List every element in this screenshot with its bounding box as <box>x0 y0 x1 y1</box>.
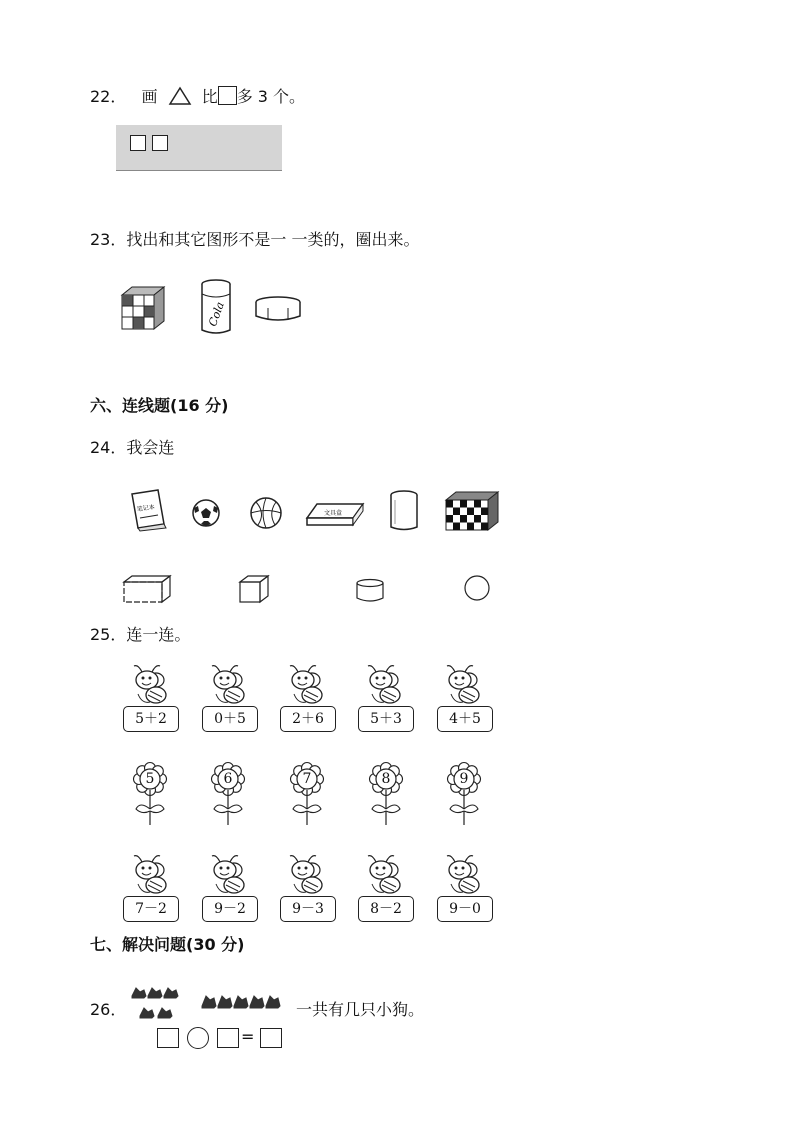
checkered-cube-icon[interactable] <box>444 490 500 532</box>
pencil-box-label: 文具盒 <box>323 510 343 517</box>
bee-icon <box>128 664 172 706</box>
cylinder-shape-icon[interactable] <box>355 578 385 604</box>
q22-text-than: 比 <box>201 87 218 106</box>
operator-circle[interactable] <box>187 1027 209 1049</box>
puppy-group-left-icon <box>128 984 188 1022</box>
bee-icon <box>441 664 485 706</box>
q22-line <box>90 86 305 107</box>
answer-box-2[interactable] <box>217 1028 239 1048</box>
cube-shape-icon[interactable] <box>238 574 272 604</box>
bee-icon <box>128 854 172 896</box>
q26-text: 一共有几只小狗。 <box>296 1000 425 1019</box>
puppy-group-right-icon <box>200 990 286 1012</box>
q25-line <box>90 625 190 645</box>
basketball-icon[interactable] <box>248 496 284 530</box>
notebook-label: 笔记本 <box>136 503 156 514</box>
bottom-expression-2[interactable]: 9－2 <box>202 896 258 922</box>
q23-line <box>90 230 419 250</box>
bottom-expression-3[interactable]: 9－3 <box>280 896 336 922</box>
q23-number: 23． <box>90 230 127 249</box>
q26-number: 26． <box>90 1000 127 1019</box>
flower-number: 7 <box>302 771 312 787</box>
rubiks-cube-icon[interactable] <box>118 285 168 331</box>
top-expression-2[interactable]: 0＋5 <box>202 706 258 732</box>
q24-line <box>90 438 174 458</box>
q23-text: 找出和其它图形不是一 一类的，圈出来。 <box>126 230 420 249</box>
q22-text-more: 多 3 个。 <box>236 87 306 106</box>
q24-text: 我会连 <box>126 438 175 457</box>
bee-icon <box>284 664 328 706</box>
bee-icon <box>441 854 485 896</box>
q22-drawing-area[interactable] <box>116 125 282 171</box>
section-6-heading: 六、连线题(16 分) <box>90 396 229 415</box>
flower-8[interactable] <box>368 763 404 827</box>
square-icon <box>152 135 168 151</box>
triangle-icon <box>169 86 191 106</box>
bee-icon <box>206 664 250 706</box>
soda-can-icon[interactable] <box>198 278 234 336</box>
square-icon <box>130 135 146 151</box>
bee-icon <box>362 854 406 896</box>
q25-number: 25． <box>90 625 127 644</box>
flower-5[interactable] <box>132 763 168 827</box>
q24-number: 24． <box>90 438 127 457</box>
flower-number: 8 <box>381 771 391 787</box>
bee-icon <box>362 664 406 706</box>
pencil-box-icon[interactable] <box>305 500 365 530</box>
bottom-expression-5[interactable]: 9－0 <box>437 896 493 922</box>
bottom-expression-4[interactable]: 8－2 <box>358 896 414 922</box>
cylinder-box-icon[interactable] <box>254 296 302 324</box>
top-expression-1[interactable]: 5＋2 <box>123 706 179 732</box>
flower-7[interactable] <box>289 763 325 827</box>
top-expression-3[interactable]: 2＋6 <box>280 706 336 732</box>
flower-number: 6 <box>223 771 233 787</box>
can-cylinder-icon[interactable] <box>388 490 420 532</box>
cuboid-shape-icon[interactable] <box>120 574 172 604</box>
bee-icon <box>206 854 250 896</box>
q22-text-draw: 画 <box>141 87 158 106</box>
equals-sign: = <box>241 1027 255 1046</box>
notebook-icon[interactable] <box>128 488 168 532</box>
answer-box-1[interactable] <box>157 1028 179 1048</box>
flower-number: 5 <box>145 771 155 787</box>
q25-text: 连一连。 <box>126 625 191 644</box>
bee-icon <box>284 854 328 896</box>
flower-6[interactable] <box>210 763 246 827</box>
section-7-heading: 七、解决问题(30 分) <box>90 935 245 954</box>
soccer-ball-icon[interactable] <box>190 498 222 528</box>
top-expression-4[interactable]: 5＋3 <box>358 706 414 732</box>
flower-number: 9 <box>459 771 469 787</box>
top-expression-5[interactable]: 4＋5 <box>437 706 493 732</box>
answer-box-3[interactable] <box>260 1028 282 1048</box>
sphere-shape-icon[interactable] <box>462 574 492 602</box>
bottom-expression-1[interactable]: 7－2 <box>123 896 179 922</box>
q22-number: 22． <box>90 87 127 106</box>
square-icon <box>218 86 237 105</box>
soda-can-label: Cola <box>206 300 227 329</box>
flower-9[interactable] <box>446 763 482 827</box>
